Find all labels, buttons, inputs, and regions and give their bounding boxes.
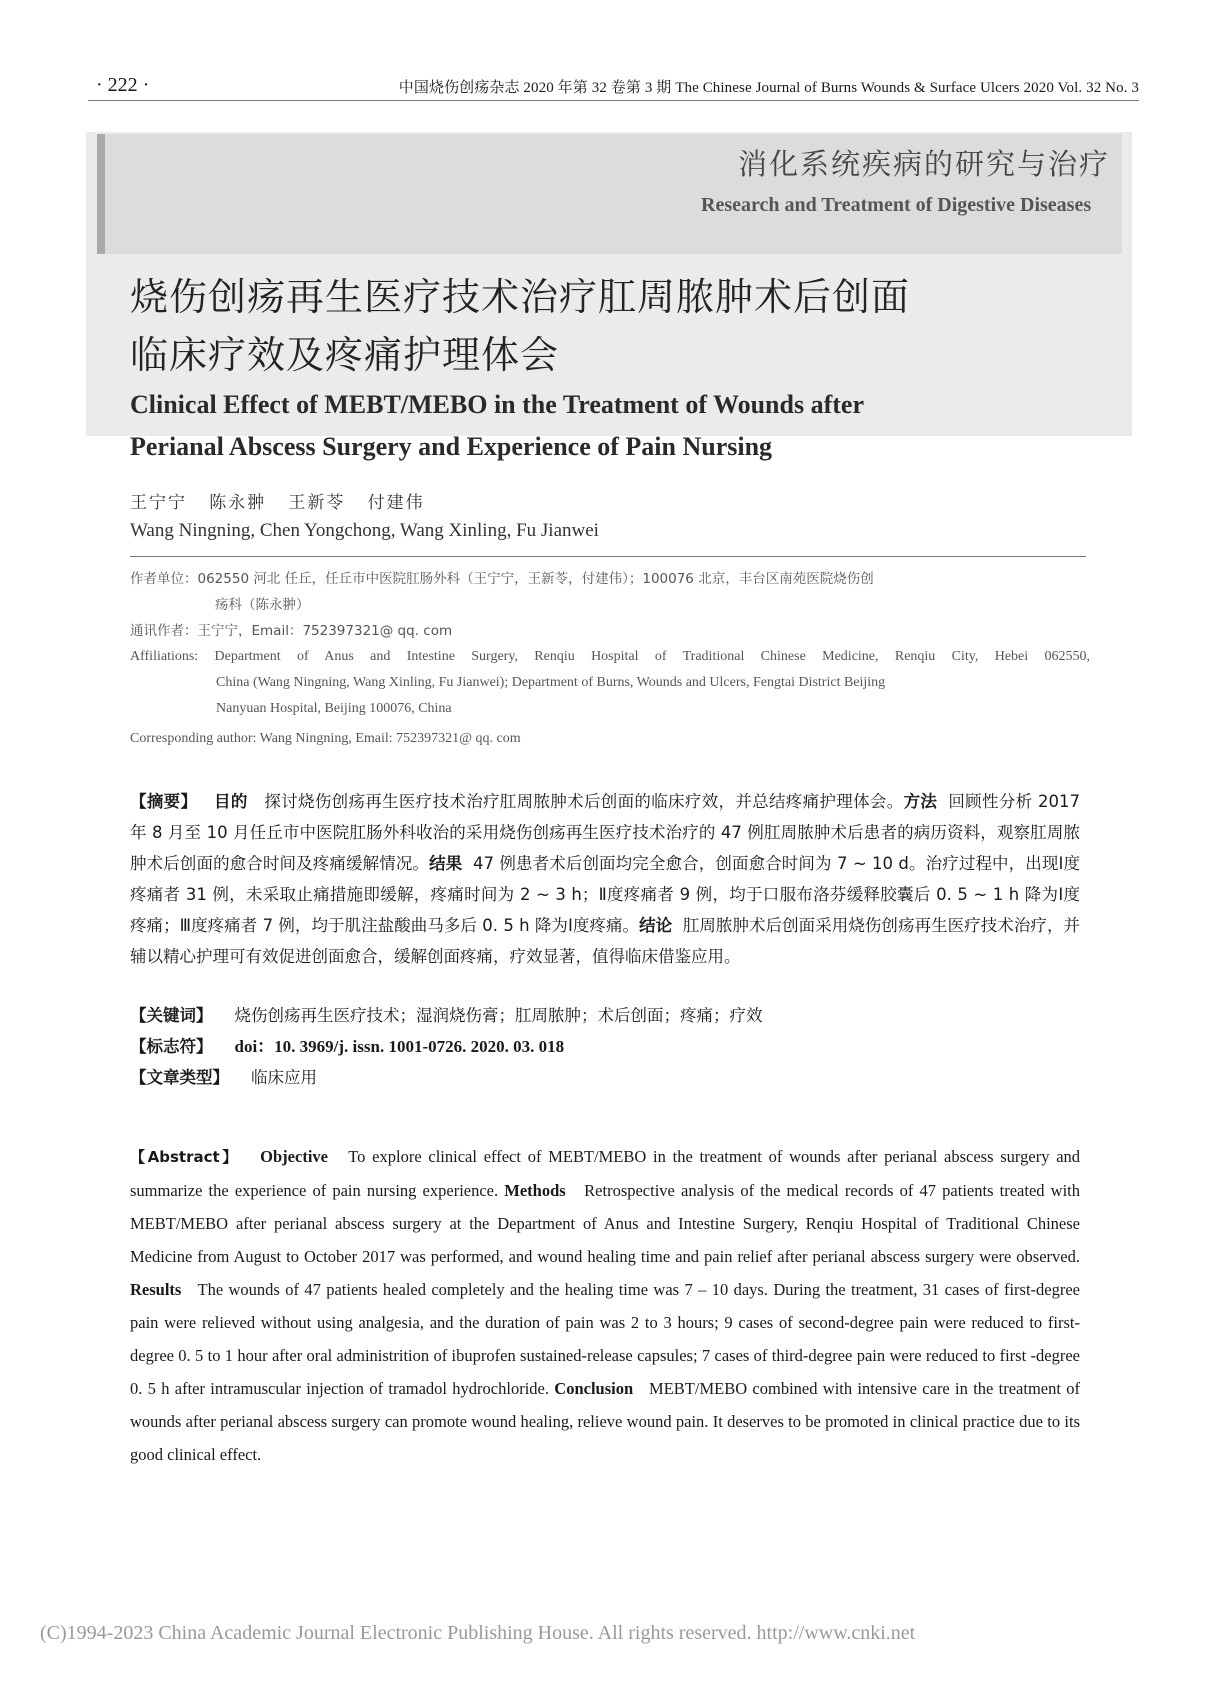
abstract-zh [130,786,1080,972]
affiliation-zh-label: 作者单位： [130,571,198,587]
divider [130,556,1086,557]
article-type-row [130,1062,317,1093]
conclusion-text-zh: 肛周脓肿术后创面采用烧伤创疡再生医疗技术治疗，并辅以精心护理可有效促进创面愈合，缓解创面疼痛，疗效显著，值得临床借鉴应用。 [130,916,1080,966]
authors-en: Wang Ningning, Chen Yongchong, Wang Xinling, Fu Jianwei [130,520,599,541]
results-text-zh: 47 例患者术后创面均完全愈合，创面愈合时间为 7 ~ 10 d。治疗过程中，出现Ⅰ度疼痛者 31 例，未采取止痛措施即缓解，疼痛时间为 2 ~ 3 h；Ⅱ度疼痛者 9 例，均于口服布洛芬缓释胶囊后 0. 5 ~ 1 h 降为Ⅰ度疼痛；Ⅲ度疼痛者 7 例，均于肌注盐酸曲马多后 0. 5 h 降为Ⅰ度疼痛。 [130,854,1080,935]
objective-label-zh: 目的 [214,792,248,811]
copyright-footer: (C)1994-2023 China Academic Journal Electronic Publishing House. All rights reserved. http://www.cnki.net [40,1622,916,1644]
methods-label-zh: 方法 [903,792,938,811]
title-zh-line: 临床疗效及疼痛护理体会 [130,333,560,377]
page-number: · 222 · [96,74,150,96]
results-label-en: Results [130,1280,182,1299]
objective-label-en: Objective [260,1147,328,1166]
corresponding-en-text: Wang Ningning, Email: 752397321@ qq. com [259,731,521,746]
affiliation-en-text: China (Wang Ningning, Wang Xinling, Fu Jianwei); Department of Burns, Wounds and Ulcers, Fengtai District Beijing [216,675,886,690]
affiliation-en-label: Affiliations: [130,649,199,664]
title-en-line: Perianal Abscess Surgery and Experience of Pain Nursing [130,432,773,461]
methods-text-zh: 回顾性分析 2017 年 8 月至 10 月任丘市中医院肛肠外科收治的采用烧伤创疡再生医疗技术治疗的 47 例肛周脓肿术后患者的病历资料，观察肛周脓肿术后创面的愈合时间及疼痛缓解情况。 [130,792,1081,873]
affiliation-en-text: Nanyuan Hospital, Beijing 100076, China [216,701,452,716]
corresponding-zh-label: 通讯作者： [130,623,198,639]
affiliation-en [130,644,1090,722]
article-type-label: 【文章类型】 [130,1068,229,1087]
affiliation-zh-text: 062550 河北 任丘，任丘市中医院肛肠外科（王宁宁，王新苓，付建伟）；100076 北京，丰台区南苑医院烧伤创 [197,571,874,587]
journal-citation: 中国烧伤创疡杂志 2020 年第 32 卷第 3 期 The Chinese Journal of Burns Wounds & Surface Ulcers 2020 Vol. 32 No. 3 [398,80,1139,96]
keywords-row [130,1000,763,1031]
title-zh-line: 烧伤创疡再生医疗技术治疗肛周脓肿术后创面 [130,275,911,319]
abstract-en [130,1140,1080,1471]
article-type-value: 临床应用 [251,1068,317,1087]
column-heading-box [97,134,1122,254]
affiliation-en-text: Department of Anus and Intestine Surgery, Renqiu Hospital of Traditional Chinese Medicine, Renqiu City, Hebei 062550, [214,649,1090,664]
corresponding-author-zh [130,618,452,644]
authors-zh: 王宁宁 陈永翀 王新苓 付建伟 [130,493,425,513]
column-title-zh: 消化系统疾病的研究与治疗 [737,147,1110,181]
conclusion-label-en: Conclusion [554,1379,634,1398]
keywords-label: 【关键词】 [130,1006,213,1025]
article-title-zh [130,268,1090,384]
results-label-zh: 结果 [429,854,463,873]
corresponding-en-label: Corresponding author: [130,731,257,746]
corresponding-zh-text: 王宁宁，Email：752397321@ qq. com [197,623,453,639]
objective-text-en: To explore clinical effect of MEBT/MEBO in the treatment of wounds after perianal abscess surgery and summarize the experience of pain nursing experience. [130,1147,1081,1200]
abstract-en-label: 【Abstract】 [130,1148,240,1166]
conclusion-text-en: MEBT/MEBO combined with intensive care in the treatment of wounds after perianal abscess surgery can promote wound healing, relieve wound pain. It deserves to be promoted in clinical practice due to its good clinical effect. [130,1379,1080,1464]
results-text-en: The wounds of 47 patients healed completely and the healing time was 7 – 10 days. During the treatment, 31 cases of first-degree pain were relieved without using analgesia, and the duration of pain was 2 to 3 hours; 9 cases of second-degree pain were reduced to first-degree 0. 5 to 1 hour after oral administrition of ibuprofen sustained-release capsules; 7 cases of third-degree pain were reduced to first -degree 0. 5 h after intramuscular injection of tramadol hydrochloride. [130,1280,1081,1398]
conclusion-label-zh: 结论 [639,916,673,935]
corresponding-author-en [130,726,521,752]
article-title-en [130,384,1060,468]
objective-text-zh: 探讨烧伤创疡再生医疗技术治疗肛周脓肿术后创面的临床疗效，并总结疼痛护理体会。 [264,792,904,811]
affiliation-zh [130,566,1080,618]
methods-text-en: Retrospective analysis of the medical records of 47 patients treated with MEBT/MEBO after perianal abscess surgery at the Department of Anus and Intestine Surgery, Renqiu Hospital of Traditional Chinese Medicine from August to October 2017 was performed, and wound healing time and pain relief after perianal abscess surgery were observed. [130,1181,1081,1266]
running-header [88,70,1139,101]
doi-row [130,1031,564,1062]
title-en-line: Clinical Effect of MEBT/MEBO in the Treatment of Wounds after [130,390,864,419]
methods-label-en: Methods [504,1181,566,1200]
abstract-zh-label: 【摘要】 [130,792,198,811]
doi-label: 【标志符】 [130,1037,213,1056]
keywords-value: 烧伤创疡再生医疗技术；湿润烧伤膏；肛周脓肿；术后创面；疼痛；疗效 [234,1006,763,1025]
doi-link[interactable]: doi：10. 3969/j. issn. 1001-0726. 2020. 03. 018 [234,1037,565,1056]
affiliation-zh-text: 疡科（陈永翀） [215,597,310,613]
column-title-en: Research and Treatment of Digestive Diseases [701,194,1092,216]
